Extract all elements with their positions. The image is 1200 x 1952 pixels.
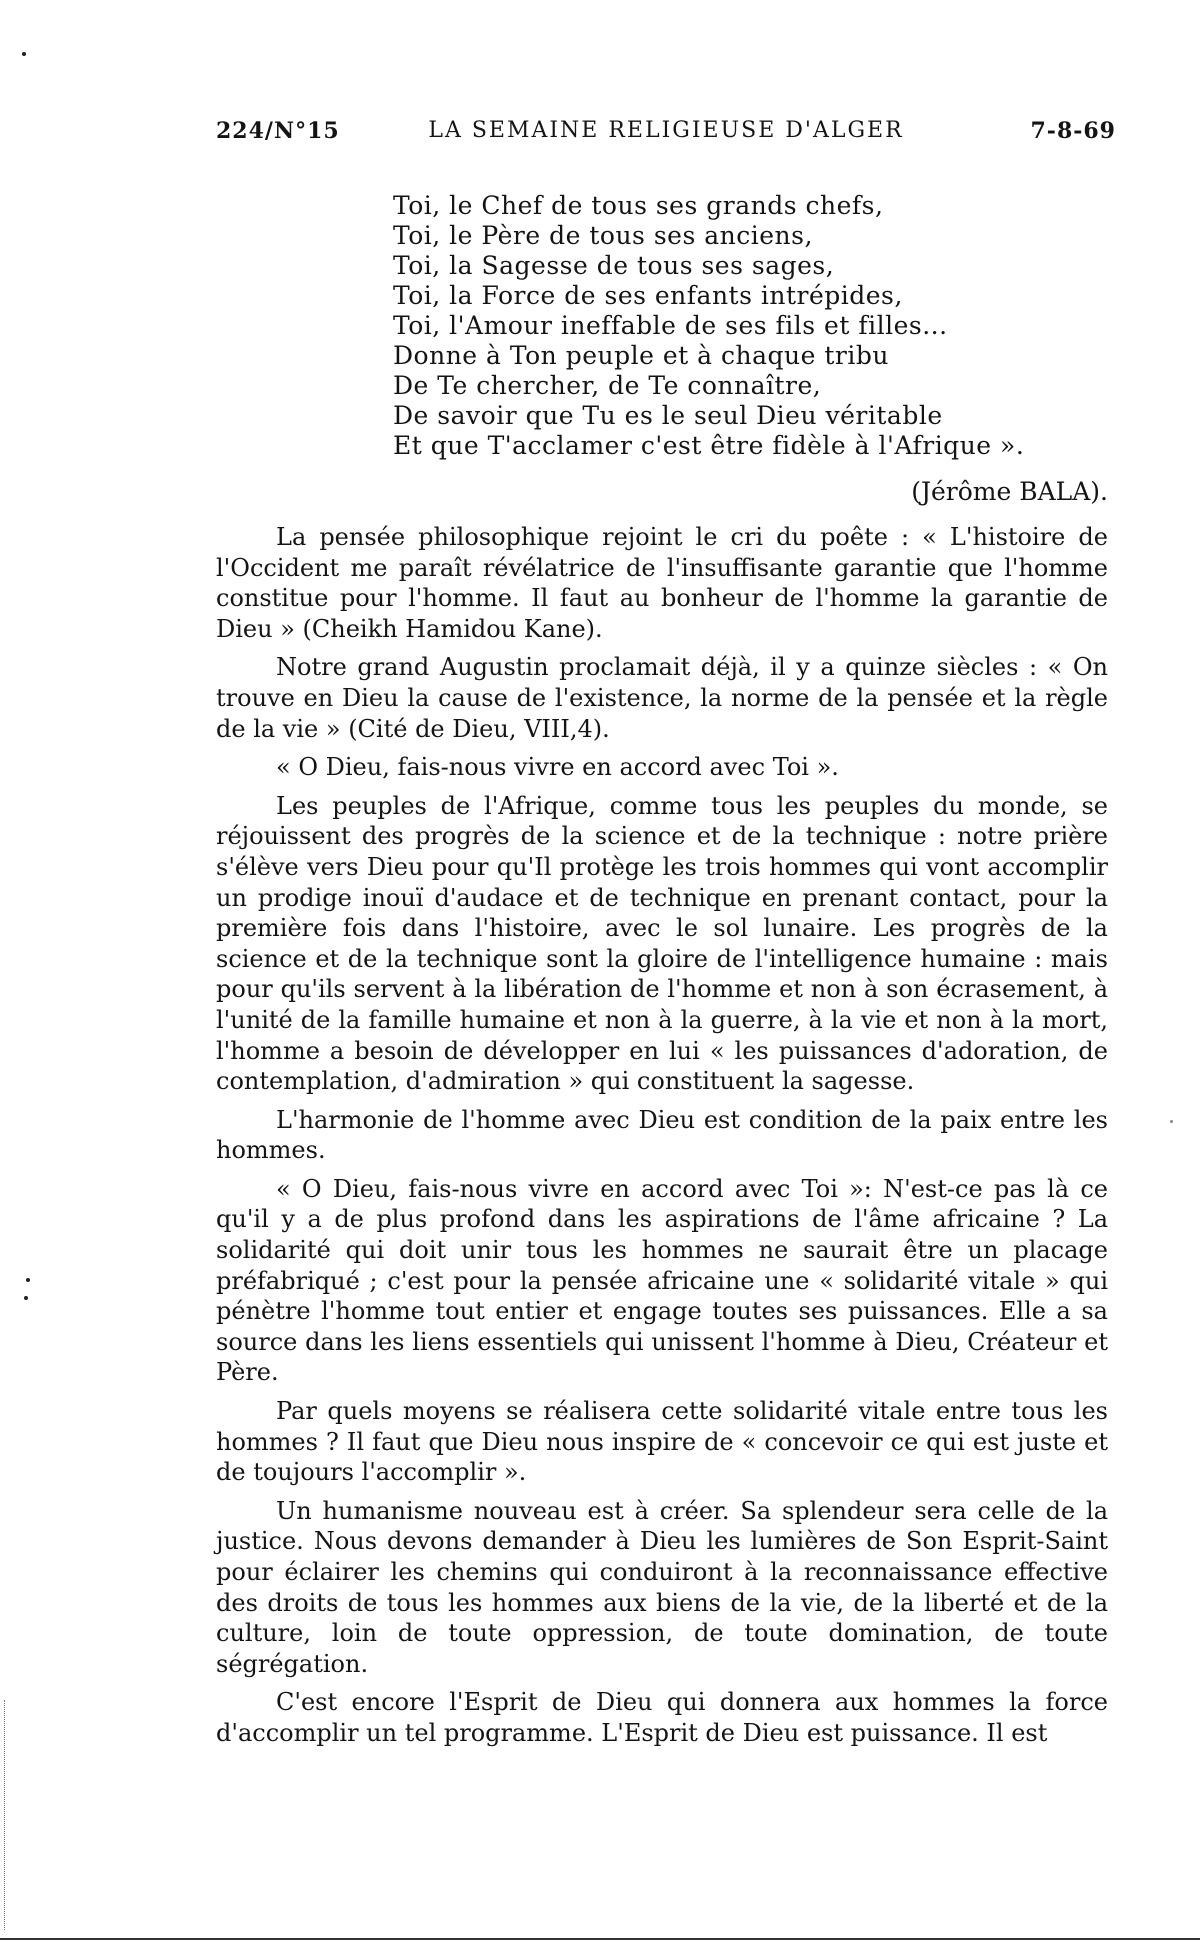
poem-line: De Te chercher, de Te connaître,	[393, 371, 822, 400]
scan-edge-mark	[4, 1700, 7, 1930]
poem-line: Toi, le Chef de tous ses grands chefs,	[393, 191, 884, 220]
page-header	[216, 118, 1116, 148]
paragraph: « O Dieu, fais-nous vivre en accord avec Toi »: N'est-ce pas là ce qu'il y a de plus profond dans les aspirations de l'âme africaine ? La solidarité qui doit unir tous les hommes ne saurait être un placage préfabriqué ; c'est pour la pensée africaine une « solidarité vitale » qui pénètre l'homme tout entier et engage toutes ses puissances. Elle a sa source dans les liens essentiels qui unissent l'homme à Dieu, Créateur et Père.	[216, 1174, 1108, 1387]
poem-line: Et que T'acclamer c'est être fidèle à l'Afrique ».	[393, 431, 1025, 460]
poem-line: Toi, l'Amour ineffable de ses fils et filles...	[393, 311, 948, 340]
poem-signature: (Jérôme BALA).	[911, 477, 1108, 506]
paragraph: Un humanisme nouveau est à créer. Sa splendeur sera celle de la justice. Nous devons demander à Dieu les lumières de Son Esprit-Saint pour éclairer les chemins qui conduiront à la reconnaissance effective des droits de tous les hommes aux biens de la vie, de la liberté et de la culture, loin de toute oppression, de toute domination, de toute ségrégation.	[216, 1496, 1108, 1678]
poem-block	[393, 191, 1133, 461]
poem-line: Toi, la Force de ses enfants intrépides,	[393, 281, 903, 310]
publication-title: LA SEMAINE RELIGIEUSE D'ALGER	[428, 118, 904, 143]
poem-line: Toi, la Sagesse de tous ses sages,	[393, 251, 835, 280]
paragraph: « O Dieu, fais-nous vivre en accord avec Toi ».	[276, 753, 839, 782]
scan-speck	[24, 1296, 28, 1300]
scan-speck	[22, 52, 26, 56]
poem-line: De savoir que Tu es le seul Dieu véritable	[393, 401, 943, 430]
issue-date: 7-8-69	[1030, 118, 1116, 144]
paragraph: C'est encore l'Esprit de Dieu qui donnera aux hommes la force d'accomplir un tel programme. L'Esprit de Dieu est puissance. Il est	[216, 1688, 1108, 1747]
paragraph: La pensée philosophique rejoint le cri du poête : « L'histoire de l'Occident me paraît révélatrice de l'insuffisante garantie que l'homme constitue pour l'homme. Il faut au bonheur de l'homme la garantie de Dieu » (Cheikh Hamidou Kane).	[216, 523, 1108, 643]
issue-number: 224/N°15	[216, 118, 340, 144]
paragraph: Les peuples de l'Afrique, comme tous les peuples du monde, se réjouissent des progrès de la science et de la technique : notre prière s'élève vers Dieu pour qu'Il protège les trois hommes qui vont accomplir un prodige inouï d'audace et de technique en prenant contact, pour la première fois dans l'histoire, avec le sol lunaire. Les progrès de la science et de la technique sont la gloire de l'intelligence humaine : mais pour qu'ils servent à la libération de l'homme et non à son écrasement, à l'unité de la famille humaine et non à la guerre, à la vie et non à la mort, l'homme a besoin de développer en lui « les puissances d'adoration, de contemplation, d'admiration » qui constituent la sagesse.	[216, 791, 1108, 1096]
bottom-rule	[0, 1938, 1200, 1940]
paragraph: Notre grand Augustin proclamait déjà, il y a quinze siècles : « On trouve en Dieu la cause de l'existence, la norme de la pensée et la règle de la vie » (Cité de Dieu, VIII,4).	[216, 653, 1108, 743]
scan-speck	[26, 1278, 30, 1282]
article-body	[216, 522, 1108, 1757]
paragraph: L'harmonie de l'homme avec Dieu est condition de la paix entre les hommes.	[216, 1105, 1108, 1165]
paragraph: Par quels moyens se réalisera cette solidarité vitale entre tous les hommes ? Il faut que Dieu nous inspire de « concevoir ce qui est juste et de toujours l'accomplir ».	[216, 1397, 1108, 1487]
poem-line: Toi, le Père de tous ses anciens,	[393, 221, 813, 250]
poem-line: Donne à Ton peuple et à chaque tribu	[393, 341, 889, 370]
scan-speck	[1170, 1120, 1173, 1123]
